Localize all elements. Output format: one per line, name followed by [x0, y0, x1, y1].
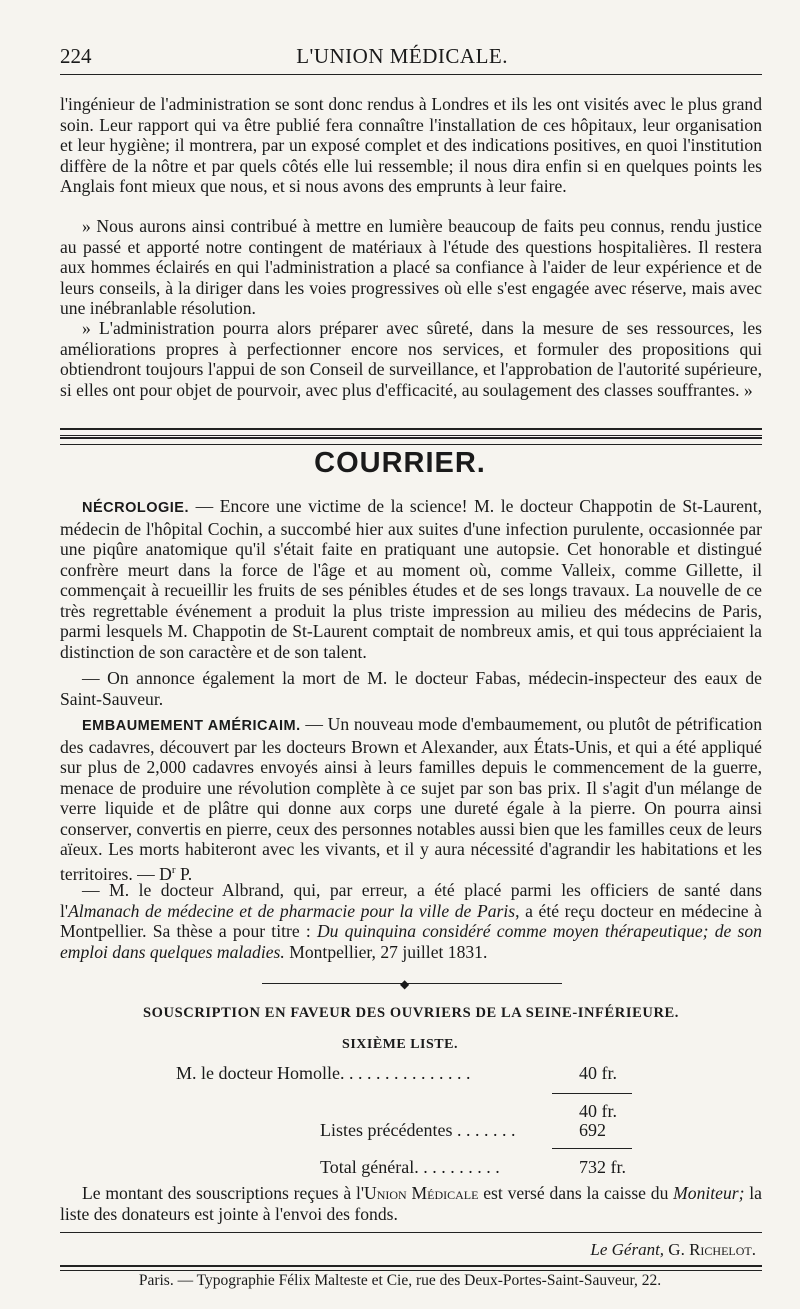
signature-rule	[60, 1232, 762, 1233]
previous-lists-label: Listes précédentes . . . . . . .	[320, 1120, 516, 1140]
ornament-rule	[262, 983, 562, 984]
section-title: COURRIER.	[314, 447, 486, 479]
journal-name: Union Médicale	[364, 1183, 479, 1203]
section-divider	[60, 428, 762, 436]
subscription-title: SOUSCRIPTION EN FAVEUR DES OUVRIERS DE LA SEINE-INFÉRIEURE.	[142, 1005, 680, 1021]
embaumement-item: EMBAUMEMENT AMÉRICAIM. — Un nouveau mode d'embaumement, ou plutôt de pétrification des cadavres, découvert par les docteurs Brown et Alexander, aux États-Unis, et qui a été appliqué sur plus de 2,000 cadavres envoyés ainsi à leurs familles depuis le commencement de la guerre, menace de produire une révolution complète à ce sujet par son bas prix. Il s'agit d'un mélange de verre liquide et de plâtre qui donne aux corps une dureté égale à la pierre. On pourra ainsi conserver, convertis en pierre, ceux des personnes notables aussi bien que les familles ceux de leurs aïeux. Les morts habiteront avec les vivants, et il y aura nécessité d'agrandir les habitations et les territoires. — $D^r$ P.	[60, 714, 762, 884]
article-paragraph-3: » L'administration pourra alors préparer avec sûreté, dans la mesure de ses ressources, les améliorations propres à perfectionner encore nos services, et formuler des propositions qui obtiendront toujours l'appui de son Conseil de surveillance, et l'approbation de l'autorité supérieure, si elles ont pour objet de pourvoir, avec plus d'efficacité, au soulagement des classes souffrantes. »	[60, 318, 762, 400]
almanach-title: Almanach de médecine et de pharmacie pour la ville de Paris	[68, 900, 516, 921]
previous-lists-amount: 692	[579, 1120, 606, 1140]
subtotal-amount: 40 fr.	[579, 1101, 617, 1121]
total-rule	[552, 1148, 632, 1149]
subscription-note: Le montant des souscriptions reçues à l'Union Médicale est versé dans la caisse du Moniteur; la liste des donateurs est jointe à l'envoi des fonds.	[60, 1183, 762, 1224]
necrologie-label: NÉCROLOGIE.	[82, 500, 190, 516]
section-divider-2	[60, 437, 762, 445]
gerant-signature: Le Gérant, G. Richelot.	[590, 1240, 756, 1259]
article-paragraph-2: » Nous aurons ainsi contribué à mettre en lumière beaucoup de faits peu connus, rendu justice au passé et apporté notre contingent de matériaux à l'étude des questions hospitalières. Il restera aux hommes éclairés en qui l'administration a placé sa confiance à l'aider de leur expérience et de leurs conseils, à la diriger dans les voies progressives où elle s'est engagée avec réserve, mais avec une inébranlable résolution.	[60, 216, 762, 318]
article-paragraph-1: l'ingénieur de l'administration se sont donc rendus à Londres et ils les ont visités avec le plus grand soin. Leur rapport qui va être publié fera connaître l'installation de ces hôpitaux, leur organisation et leur hygiène; il montrera, par un exposé complet et des indications positives, en quoi l'institution diffère de la nôtre et par quels côtés elle lui ressemble; il nous dira enfin si en quelques points les Anglais font mieux que nous, et si nous avons des emprunts à leur faire.	[60, 94, 762, 196]
embaumement-label: EMBAUMEMENT AMÉRICAIM.	[82, 718, 301, 734]
necrologie-item: NÉCROLOGIE. — Encore une victime de la science! M. le docteur Chappotin de St-Laurent, médecin de l'hôpital Cochin, a succombé hier aux suites d'une infection purulente, occasionnée par une piqûre anatomique qu'il s'était faite en pratiquant une autopsie. Cet honorable et distingué confrère meurt dans la force de l'âge et au moment où, comme Valleix, comme Gillette, il commençait à recueillir les fruits de ses pénibles études et de ses longs travaux. La nouvelle de ce très regrettable événement a produit la plus triste impression au milieu des médecins de Paris, parmi lesquels M. Chappotin de St-Laurent comptait de nombreux amis, et qui tous appréciaient la distinction de son caractère et de son talent.	[60, 496, 762, 662]
page-header	[60, 44, 758, 74]
total-label: Total général. . . . . . . . . .	[320, 1157, 500, 1177]
printer-footer: Paris. — Typographie Félix Malteste et Cie, rue des Deux-Portes-Saint-Sauveur, 22.	[138, 1272, 662, 1289]
running-title: L'UNION MÉDICALE.	[296, 44, 508, 68]
fabas-item: — On annonce également la mort de M. le docteur Fabas, médecin-inspecteur des eaux de Saint-Sauveur.	[60, 668, 762, 709]
sum-rule	[552, 1093, 632, 1094]
footer-rule	[60, 1265, 762, 1271]
subscription-subtitle: SIXIÈME LISTE.	[342, 1037, 458, 1052]
header-rule	[60, 74, 762, 75]
ornament-icon: ◆	[400, 977, 410, 991]
total-amount: 732 fr.	[579, 1157, 626, 1177]
subscriber-label: M. le docteur Homolle. . . . . . . . . . . . . . .	[176, 1063, 471, 1083]
subscriber-amount: 40 fr.	[579, 1063, 617, 1083]
page-number: 224	[60, 44, 92, 68]
thesis-title: Du quinquina considéré comme moyen thérapeutique; de son emploi dans quelques maladies.	[60, 921, 762, 962]
albrand-item: — M. le docteur Albrand, qui, par erreur, a été placé parmi les officiers de santé dans l'Almanach de médecine et de pharmacie pour la ville de Paris, a été reçu docteur en médecine à Montpellier. Sa thèse a pour titre : Du quinquina considéré comme moyen thérapeutique; de son emploi dans quelques maladies. Montpellier, 27 juillet 1831.	[60, 880, 762, 962]
